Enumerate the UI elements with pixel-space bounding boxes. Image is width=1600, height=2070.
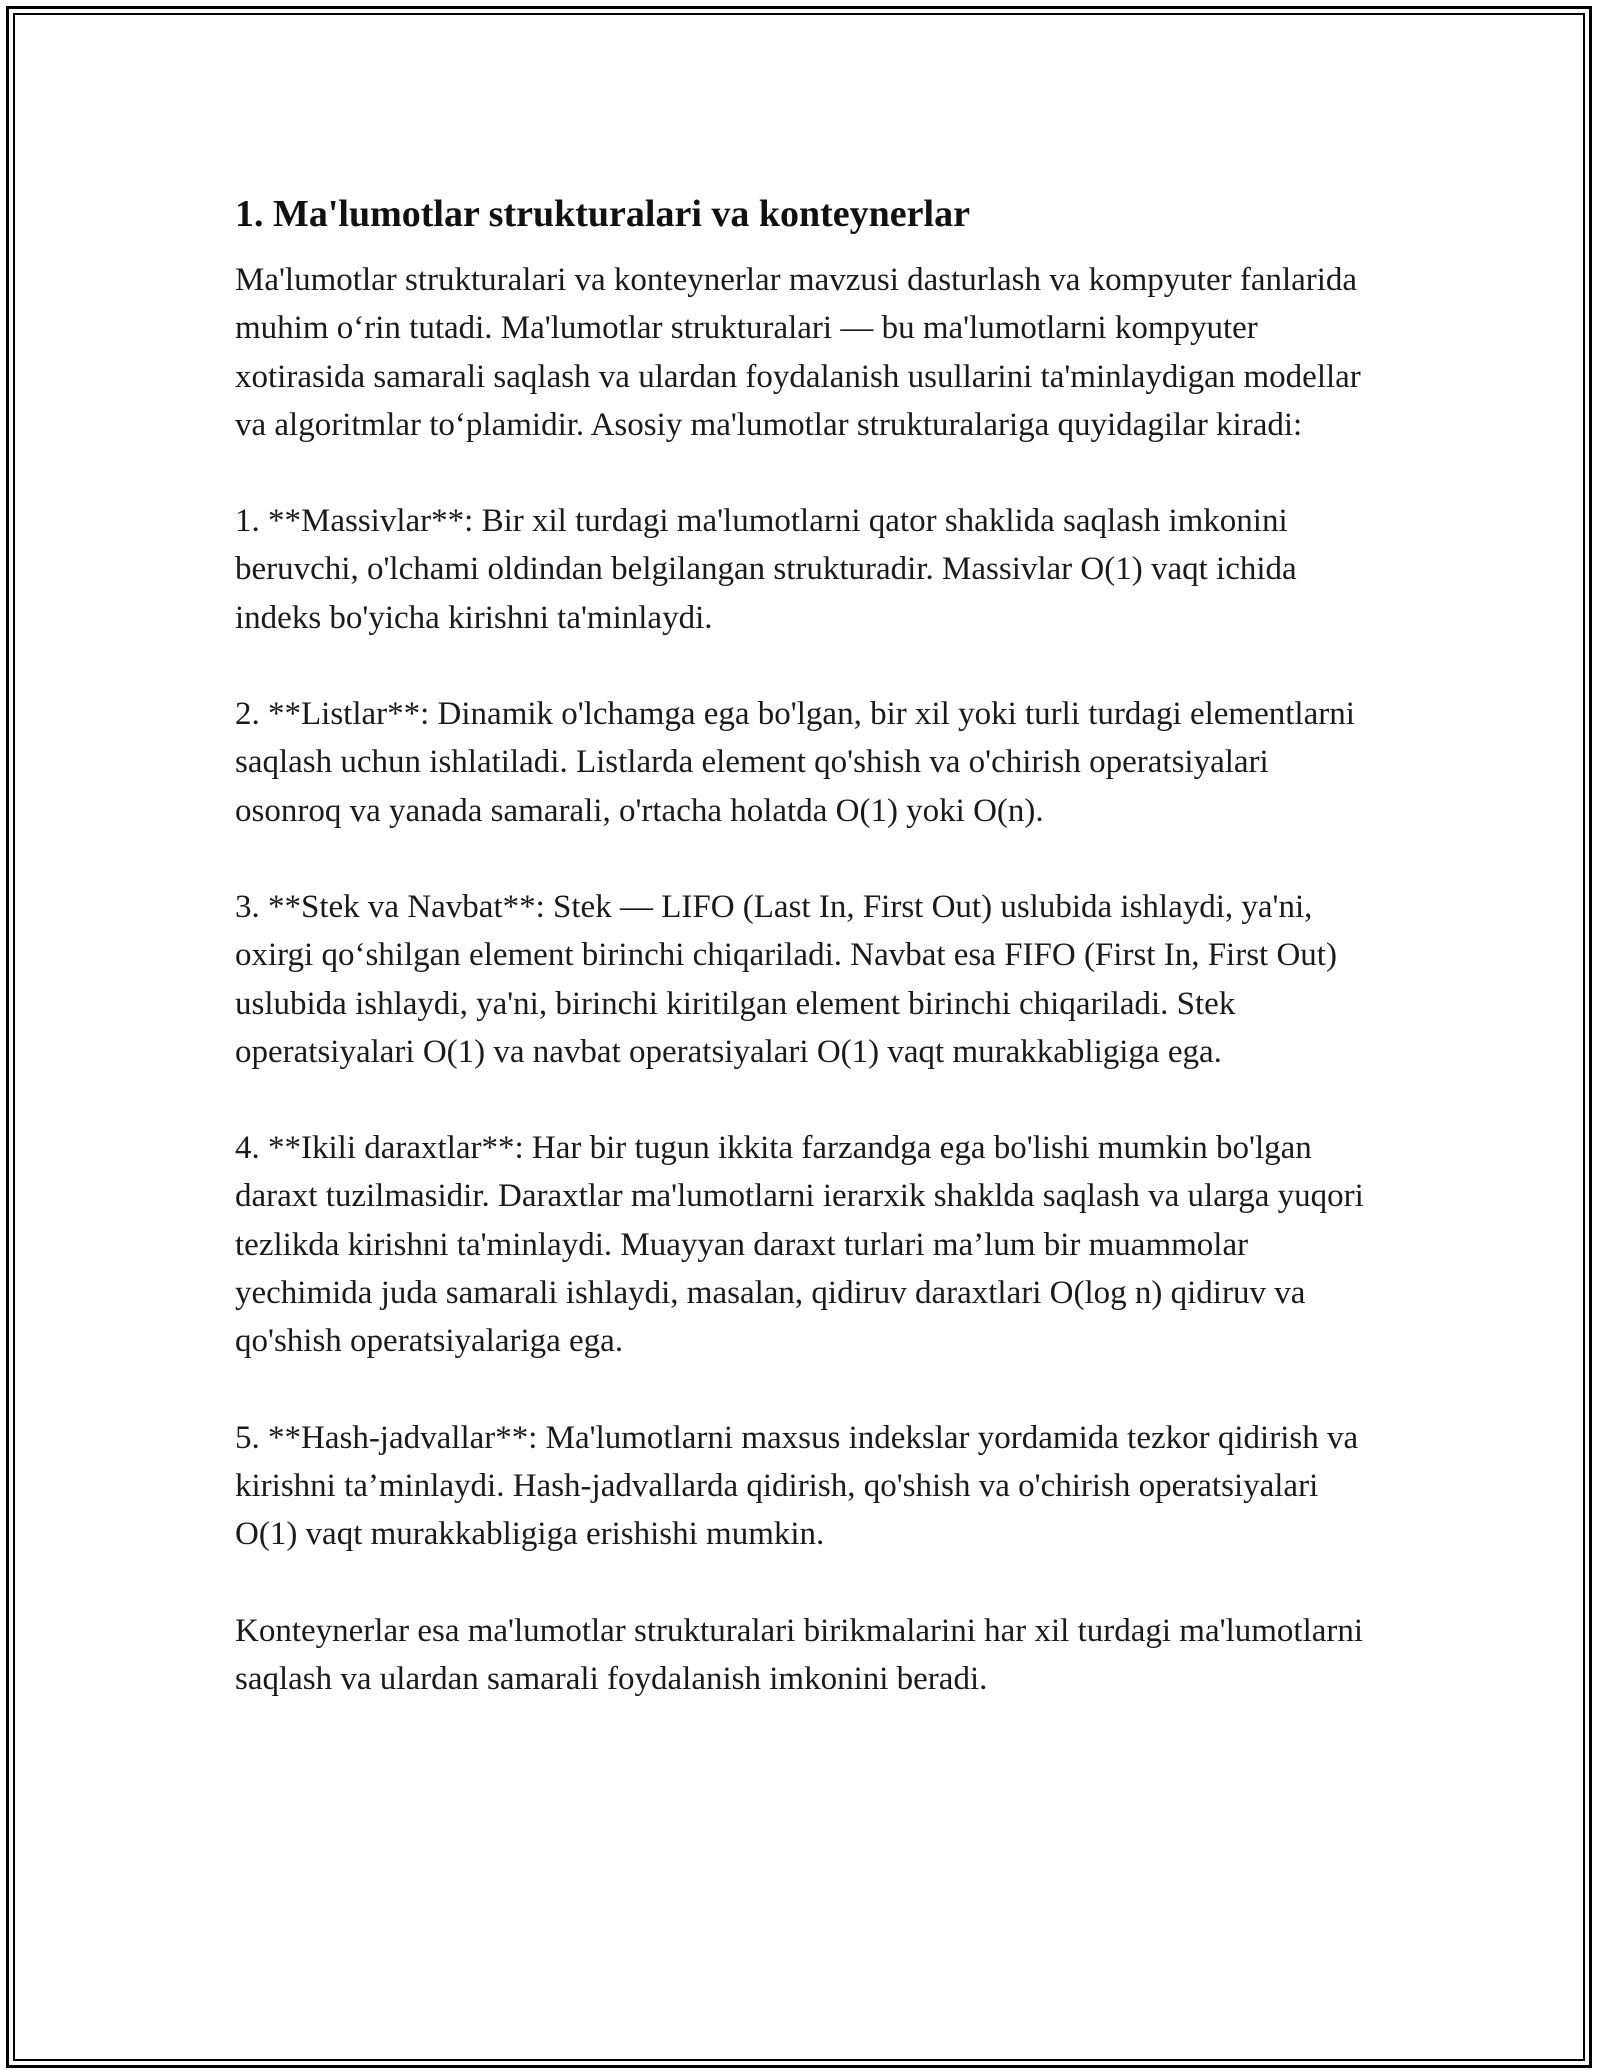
list-item-ikili-daraxtlar: 4. **Ikili daraxtlar**: Har bir tugun ikkita farzandga ega bo'lishi mumkin bo'lgan daraxt tuzilmasidir. Daraxtlar ma'lumotlarni ierarxik shaklda saqlash va ularga yuqori tezlikda kirishni ta'minlaydi. Muayyan daraxt turlari ma’lum bir muammolar yechimida juda samarali ishlaydi, masalan, qidiruv daraxtlari O(log n) qidiruv va qo'shish operatsiyalariga ega. — [235, 1130, 1364, 1360]
document-body — [235, 190, 1375, 1751]
closing-paragraph: Konteynerlar esa ma'lumotlar strukturalari birikmalarini har xil turdagi ma'lumotlarni saqlash va ulardan samarali foydalanish imkonini beradi. — [235, 1612, 1364, 1697]
document-title: 1. Ma'lumotlar strukturalari va konteynerlar — [235, 193, 970, 235]
list-item-listlar: 2. **Listlar**: Dinamik o'lchamga ega bo'lgan, bir xil yoki turli turdagi elementlarni saqlash uchun ishlatiladi. Listlarda element qo'shish va o'chirish operatsiyalari osonroq va yanada samarali, o'rtacha holatda O(1) yoki O(n). — [235, 696, 1355, 829]
list-item-stek-navbat: 3. **Stek va Navbat**: Stek — LIFO (Last In, First Out) uslubida ishlaydi, ya'ni, oxirgi qo‘shilgan element birinchi chiqariladi. Navbat esa FIFO (First In, First Out) uslubida ishlaydi, ya'ni, birinchi kiritilgan element birinchi chiqariladi. Stek operatsiyalari O(1) va navbat operatsiyalari O(1) vaqt murakkabligiga ega. — [235, 888, 1337, 1070]
list-item-massivlar: 1. **Massivlar**: Bir xil turdagi ma'lumotlarni qator shaklida saqlash imkonini beruvchi, o'lchami oldindan belgilangan strukturadir. Massivlar O(1) vaqt ichida indeks bo'yicha kirishni ta'minlaydi. — [235, 503, 1297, 636]
intro-paragraph: Ma'lumotlar strukturalari va konteynerlar mavzusi dasturlash va kompyuter fanlarida muhim o‘rin tutadi. Ma'lumotlar strukturalari — bu ma'lumotlarni kompyuter xotirasida samarali saqlash va ulardan foydalanish usullarini ta'minlaydigan modellar va algoritmlar to‘plamidir. Asosiy ma'lumotlar strukturalariga quyidagilar kiradi: — [235, 262, 1361, 443]
list-item-hash-jadvallar: 5. **Hash-jadvallar**: Ma'lumotlarni maxsus indekslar yordamida tezkor qidirish va kirishni ta’minlaydi. Hash-jadvallarda qidirish, qo'shish va o'chirish operatsiyalari O(1) vaqt murakkabligiga erishishi mumkin. — [235, 1419, 1359, 1553]
